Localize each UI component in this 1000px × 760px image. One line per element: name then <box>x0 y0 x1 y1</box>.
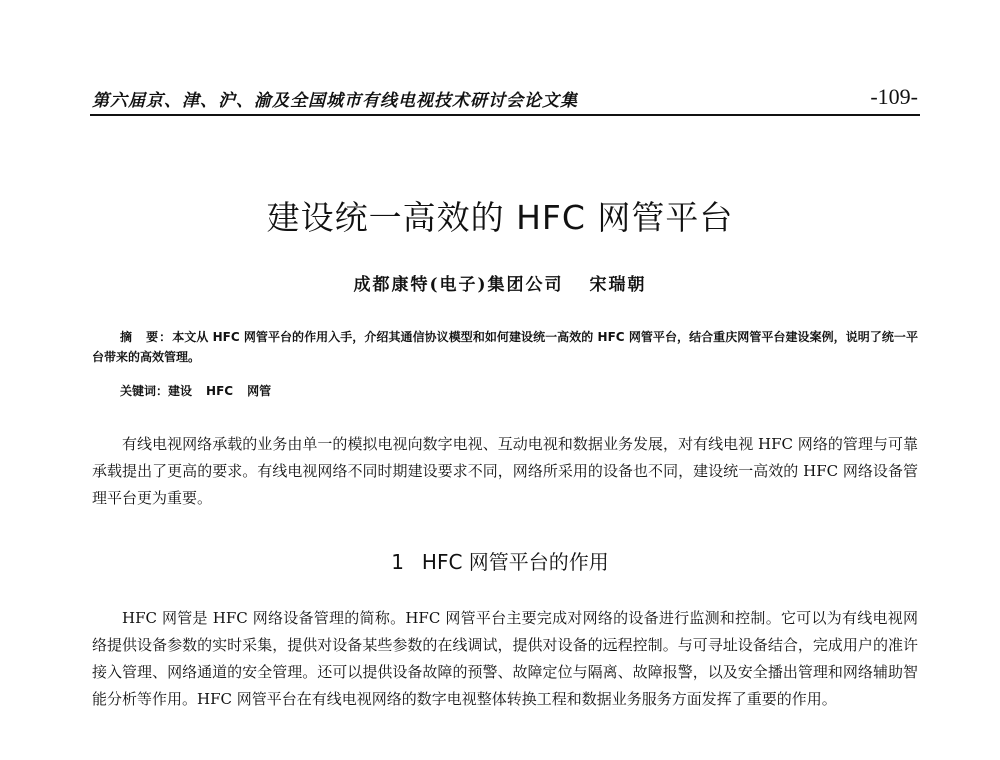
author-affiliation: 成都康特(电子)集团公司 <box>353 275 564 295</box>
proceedings-title: 第六届京、津、沪、渝及全国城市有线电视技术研讨会论文集 <box>92 91 578 111</box>
author-name: 宋瑞朝 <box>589 275 647 295</box>
abstract <box>92 327 918 367</box>
paper-title: 建设统一高效的 HFC 网管平台 <box>266 198 734 237</box>
abstract-text: 本文从 HFC 网管平台的作用入手，介绍其通信协议模型和如何建设统一高效的 HFC 网管平台，结合重庆网管平台建设案例，说明了统一平台带来的高效管理。 <box>92 330 918 364</box>
keyword: 建设 <box>168 384 193 398</box>
section-paragraph <box>92 605 918 713</box>
page-number: -109- <box>870 84 918 109</box>
section-title: HFC 网管平台的作用 <box>421 550 609 574</box>
header-rule <box>90 114 920 116</box>
author-line <box>0 270 1000 295</box>
keywords-label: 关键词： <box>120 384 169 398</box>
section-heading <box>0 546 1000 575</box>
section-text: HFC 网管是 HFC 网络设备管理的简称。HFC 网管平台主要完成对网络的设备进行监测和控制。它可以为有线电视网络提供设备参数的实时采集，提供对设备某些参数的在线调试，提供对设备的远程控制。与可寻址设备结合，完成用户的准许接入管理、网络通道的安全管理。还可以提供设备故障的预警、故障定位与隔离、故障报警，以及安全播出管理和网络辅助智能分析等作用。HFC 网管平台在有线电视网络的数字电视整体转换工程和数据业务服务方面发挥了重要的作用。 <box>92 609 918 708</box>
running-header <box>92 86 918 112</box>
abstract-label: 摘 要： <box>120 330 173 344</box>
section-number: 1 <box>391 550 404 574</box>
intro-paragraph <box>92 431 918 512</box>
keyword: HFC <box>206 384 234 398</box>
keyword: 网管 <box>247 384 272 398</box>
keywords <box>120 382 285 399</box>
intro-text: 有线电视网络承载的业务由单一的模拟电视向数字电视、互动电视和数据业务发展，对有线电视 HFC 网络的管理与可靠承载提出了更高的要求。有线电视网络不同时期建设要求不同，网络所采用的设备也不同，建设统一高效的 HFC 网络设备管理平台更为重要。 <box>92 435 918 507</box>
